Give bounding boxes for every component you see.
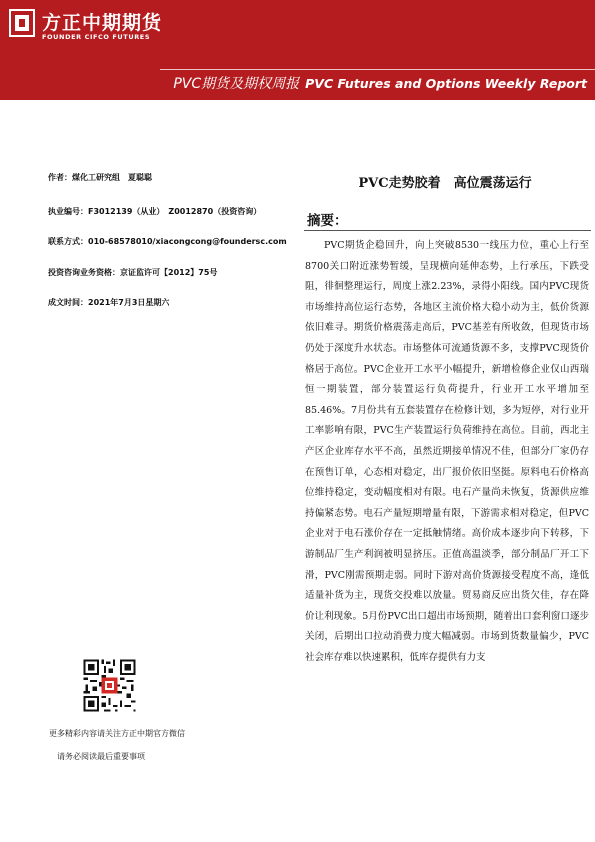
author-line [48, 172, 152, 183]
author-value: 煤化工研究组 夏聪聪 [72, 173, 152, 182]
date-line [48, 297, 169, 308]
date-value: 2021年7月3日星期六 [88, 298, 170, 307]
license-label: 执业编号： [48, 207, 88, 216]
brand-name-en: FOUNDER CIFCO FUTURES [42, 33, 151, 41]
header-divider [160, 69, 595, 70]
disclaimer-note: 请务必阅读最后重要事项 [57, 752, 145, 761]
contact-label: 联系方式： [48, 237, 88, 246]
abstract-body: PVC期货企稳回升，向上突破8530一线压力位，重心上行至8700关口附近涨势暂缓，呈现横向延伸态势，上行承压，下跌受阻，徘徊整理运行，周度上涨2.23%，录得小阳线。国内PVC现货市场维持高位运行态势，各地区主流价格大稳小动为主，低价货源依旧难寻。期货价格震荡走高后，PVC基差有所收敛，但现货市场仍处于深度升水状态。市场整体可流通货源不多，支撑PVC现货价格居于高位。PVC企业开工水平小幅提升，新增检修企业仅山西瑞恒一期装置，部分装置运行负荷提升，行业开工水平增加至85.46%。7月份共有五套装置存在检修计划，多为短停，对行业开工率影响有限，PVC生产装置运行负荷维持在高位。目前，西北主产区企业库存水平不高，虽然近期接单情况不佳，但部分厂家仍存在预售订单，心态相对稳定，出厂报价依旧坚挺。原料电石价格高位维持稳定，变动幅度相对有限。电石产量尚未恢复，货源供应维持偏紧态势。电石产量短期增量有限，下游需求相对稳定，但PVC企业对于电石涨价存在一定抵触情绪。高价成本逐步向下转移，下游制品厂生产利润被明显挤压。正值高温淡季，部分制品厂开工下滑，PVC刚需预期走弱。同时下游对高价货源接受程度不高，逢低适量补货为主，现货交投难以放量。贸易商反应出货欠佳，存在降价让利现象。5月份PVC出口超出市场预期，随着出口套利窗口逐步关闭，后期出口拉动消费力度大幅减弱。市场到货数量偏少，PVC社会库存难以快速累积，低库存提供有力支 [305, 240, 589, 663]
report-title [173, 73, 587, 93]
date-label: 成文时间： [48, 298, 88, 307]
abstract-divider [304, 230, 591, 231]
report-header [0, 0, 595, 100]
founder-logo-icon [9, 9, 35, 37]
license-value: F3012139（从业） Z0012870（投资咨询） [88, 207, 262, 216]
contact-line [48, 236, 287, 247]
qualification-line [48, 267, 217, 278]
report-title-en: PVC Futures and Options Weekly Report [305, 76, 587, 91]
wechat-follow-note: 更多精彩内容请关注方正中期官方微信 [49, 729, 185, 738]
contact-value[interactable]: 010-68578010/xiacongcong@foundersc.com [88, 237, 287, 246]
wechat-qr-code-icon[interactable] [81, 657, 138, 714]
qualification-value: 京证监许可【2012】75号 [120, 268, 218, 277]
license-line [48, 206, 261, 217]
brand-name-cn: 方正中期期货 [42, 12, 163, 34]
report-title-cn: PVC期货及期权周报 [173, 76, 300, 92]
qualification-label: 投资咨询业务资格： [48, 268, 120, 277]
article-title: PVC走势胶着 高位震荡运行 [358, 176, 532, 191]
abstract-label: 摘要： [307, 213, 348, 229]
author-label: 作者： [48, 173, 72, 182]
